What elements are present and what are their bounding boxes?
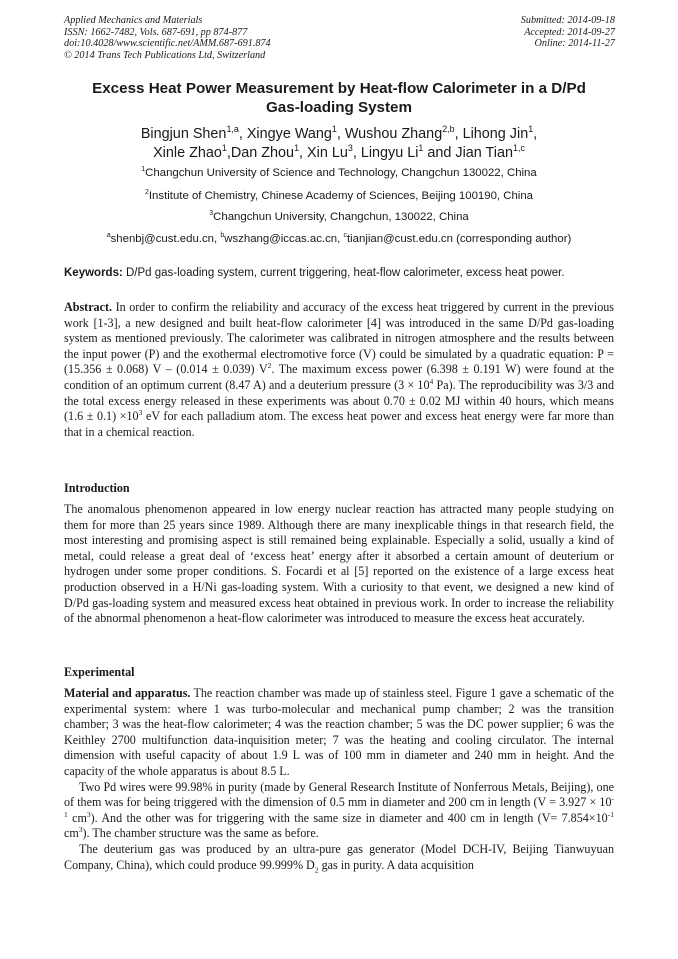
- paper-title: [60, 79, 618, 117]
- keywords: [64, 266, 624, 280]
- issn-line: ISSN: 1662-7482, Vols. 687-691, pp 874-877: [64, 26, 248, 38]
- pd-wires-paragraph: Two Pd wires were 99.98% in purity (made by General Research Institute of Nonferrous Metals, Beijing), one of them was for being triggered with the dimension of 0.5 mm in diameter and 200 cm in length ($V = 3.927 \times 10^{-1}$ $cm^3$). And the other was for triggering with the same size in diameter and 400 cm in length ($V= 7.854\times 10^{-1}$ $cm^3$). The chamber structure was the same as before.: [64, 779, 614, 841]
- title-line-2: Gas-loading System: [265, 99, 412, 116]
- experimental-heading: Experimental: [64, 665, 135, 679]
- affiliation-2: $^2$Institute of Chemistry, Chinese Academy of Sciences, Beijing 100190, China: [144, 189, 534, 202]
- author: Xin Lu$^3$,: [307, 143, 361, 161]
- journal-header: [64, 15, 271, 61]
- keywords-text: D/Pd gas-loading system, current triggering, heat-flow calorimeter, excess heat power.: [126, 267, 565, 279]
- accepted-date: Accepted: 2014-09-27: [524, 26, 615, 38]
- copyright-line: © 2014 Trans Tech Publications Ltd, Switzerland: [64, 49, 266, 61]
- author: Xinle Zhao$^1$,: [153, 143, 231, 161]
- author: Bingjun Shen$^{1,a}$,: [140, 124, 247, 142]
- journal-name: Applied Mechanics and Materials: [64, 15, 203, 26]
- email-line: $^a$shenbj@cust.edu.cn, $^b$wszhang@iccas.ac.cn, $^c$tianjian@cust.edu.cn (corresponding author): [106, 232, 572, 245]
- author: Lihong Jin$^1$,: [462, 124, 538, 142]
- material-label: Material and apparatus.: [64, 686, 191, 700]
- introduction-heading: Introduction: [64, 481, 130, 495]
- author: Xingye Wang$^1$,: [246, 124, 345, 142]
- title-line-1: Excess Heat Power Measurement by Heat-flow Calorimeter in a D/Pd: [92, 80, 586, 97]
- deuterium-paragraph: The deuterium gas was produced by an ultra-pure gas generator (Model DCH-IV, Beijing Tianwuyuan Company, China), which could produce 99.999% $D_2$ gas in purity. A data acquisition: [64, 841, 614, 874]
- email-a: shenbj@cust.edu.cn,: [110, 233, 221, 245]
- doi-line: doi:10.4028/www.scientific.net/AMM.687-691.874: [64, 38, 271, 50]
- abstract: Abstract. In order to confirm the reliability and accuracy of the excess heat triggered by current in the previous work [1-3], a new designed and built heat-flow calorimeter [4] was introduced in the same D/Pd gas-loading system as mentioned previously. The calorimeter was calibrated in nitrogen atmosphere and the results between the input power (P) and the exothermal electromotive force (V) could be simulated by a quadratic equation: P = (15.356 ± 0.068) V – (0.014 ± 0.039) $V^2$. The maximum excess power (6.398 ± 0.191 W) were found at the condition of an optimum current (8.47 A) and a deuterium pressure ($3 \times 10^4$ Pa). The reproducibility was 3/3 and the total excess energy released in these experiments was about 0.70 ± 0.02 MJ within 40 hours, which means $(1.6 \pm 0.1) \times 10^3$ eV for each palladium atom. The excess heat power and excess heat energy were far more than that in a chemical reaction.: [64, 300, 614, 439]
- dates-header: [521, 15, 615, 50]
- author: Wushou Zhang$^{2,b}$,: [344, 124, 463, 142]
- affiliation-1: $^1$Changchun University of Science and Technology, Changchun 130022, China: [141, 166, 537, 179]
- author-list: [60, 125, 618, 163]
- online-date: Online: 2014-11-27: [534, 38, 615, 50]
- author: Lingyu Li$^1$ and: [360, 143, 456, 161]
- introduction-text: The anomalous phenomenon appeared in low energy nuclear reaction has attracted many people studying on them for more than 25 years since 1989. Although there are many inexplicable things in that research field, the most interesting and promising aspect is still remained being explainable. Especially a solid, usually a kind of metal, could release a great deal of ‘excess heat’ energy after it absorbed a certain amount of deuterium or hydrogen under some proper conditions. S. Focardi et al [5] reported on the existence of a large excess heat production observed in a H/Ni gas-loading system. With a curiosity to that event, we designed a new kind of D/Pd gas-loading system and measured excess heat obtained in previous work. In order to increase the reliability of the abnormal phenomenon a heat-flow calorimeter was introduced to measure the excess heat accurately.: [64, 502, 614, 626]
- abstract-label: Abstract.: [64, 300, 113, 314]
- experimental-text: Material and apparatus. The reaction chamber was made up of stainless steel. Figure 1 gave a schematic of the experimental system: where 1 was turbo-molecular and mechanical pump chamber; 2 was the transition chamber; 3 was the heat-flow calorimeter; 4 was the reaction chamber; 5 was the DC power supplier; 6 was the Keithley 2700 multifunction data-inquisition meter; 7 was the heating and cooling circulator. The internal dimension with useful capacity of about 1.9 L was of 100 mm in diameter and 240 mm in height. And the capacity of the whole apparatus is about 8.5 L. Two Pd wires were 99.98% in purity (made by General Research Institute of Nonferrous Metals, Beijing), one of them was for being triggered with the dimension of 0.5 mm in diameter and 200 cm in length ($V = 3.927 \times 10^{-1}$ $cm^3$). And the other was for triggering with the same size in diameter and 400 cm in length ($V= 7.854\times 10^{-1}$ $cm^3$). The chamber structure was the same as before. The deuterium gas was produced by an ultra-pure gas generator (Model DCH-IV, Beijing Tianwuyuan Company, China), which could produce 99.999% $D_2$ gas in purity. A data acquisition: [64, 686, 614, 874]
- author: Jian Tian$^{1,c}$: [455, 143, 525, 161]
- submitted-date: Submitted: 2014-09-18: [520, 15, 615, 26]
- email-c: tianjian@cust.edu.cn (corresponding author): [346, 233, 572, 245]
- author: Dan Zhou$^1$,: [230, 143, 308, 161]
- keywords-label: Keywords:: [64, 267, 123, 279]
- affiliation-3: $^3$Changchun University, Changchun, 130022, China: [209, 210, 469, 223]
- email-b: wszhang@iccas.ac.cn,: [224, 233, 344, 245]
